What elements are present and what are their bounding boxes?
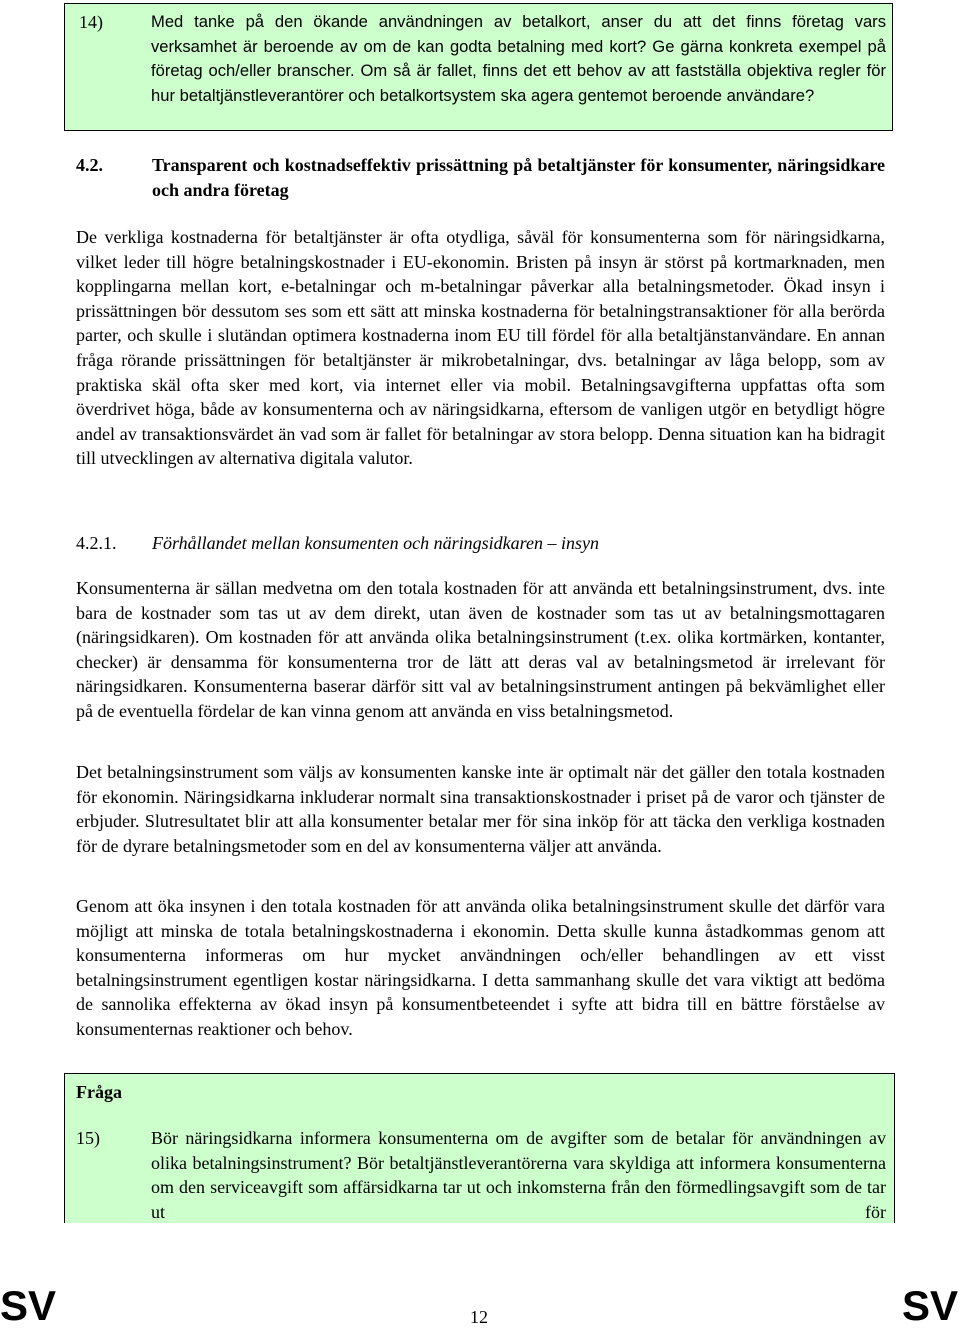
paragraph-4: Genom att öka insynen i den totala kostnaden för att använda olika betalningsinstrument skulle det därför vara möjligt att minska de totala betalningskostnaderna i ekonomin. Detta skulle kunna åstadkommas genom att konsumenterna informeras om hur mycket användningen och/eller behandlingen av ett visst betalningsinstrument egentligen kostar näringsidkarna. I detta sammanhang skulle det vara viktigt att bedöma de sannolika effekterna av ökad insyn på konsumentbeteendet i syfte att bidra till en bättre förståelse av konsumenternas reaktioner och behov.: [76, 896, 885, 1039]
subsection-title: Förhållandet mellan konsumenten och näringsidkaren – insyn: [152, 533, 599, 553]
paragraph-3: Det betalningsinstrument som väljs av konsumenten kanske inte är optimalt när det gäller den totala kostnaden för ekonomin. Näringsidkarna inkluderar normalt sina transaktionskostnader i priset på de varor och tjänster de erbjuder. Slutresultatet blir att alla konsumenter betalar mer för sina inköp för att täcka den verkliga kostnaden för de dyrare betalningsmetoder som en del av konsumenterna väljer att använda.: [76, 762, 885, 856]
question-15-box: [64, 1073, 895, 1223]
section-number: 4.2.: [76, 155, 103, 175]
question-14-text: Med tanke på den ökande användningen av betalkort, anser du att det finns företag vars verksamhet är beroende av om de kan godta betalning med kort? Ge gärna konkreta exempel på företag och/eller branscher. Om så är fallet, finns det ett behov av att fastställa objektiva regler för hur betaltjänstleverantörer och betalkortsystem ska agera gentemot beroende användare?: [151, 12, 886, 105]
paragraph-2: Konsumenterna är sällan medvetna om den totala kostnaden för att använda ett betalningsinstrument, dvs. inte bara de kostnader som tas ut av dem direkt, utan även de kostnader som tas ut av betalningsmottagaren (näringsidkaren). Om kostnaden för att använda olika betalningsinstrument (t.ex. olika kortmärken, kontanter, checker) är densamma för konsumenterna tror de lätt att deras val av betalningsmetod är irrelevant för näringsidkaren. Konsumenterna baserar därför sitt val av betalningsinstrument antingen på bekvämlighet eller på de eventuella fördelar de kan vinna genom att använda en viss betalningsmetod.: [76, 578, 885, 721]
subsection-number: 4.2.1.: [76, 533, 117, 553]
language-mark-right: SV: [901, 1282, 958, 1329]
fraga-label: Fråga: [76, 1082, 122, 1102]
paragraph-1: De verkliga kostnaderna för betaltjänster är ofta otydliga, såväl för konsumenterna som för näringsidkarna, vilket leder till högre betalningskostnader i EU-ekonomin. Bristen på insyn är störst på kortmarknaden, men kopplingarna mellan kort, e-betalningar och m-betalningar påverkar alla betalningsmetoder. Ökad insyn i prissättningen bör dessutom ses som ett sätt att minska kostnaderna för betalningstransaktioner för alla berörda parter, och skulle i slutändan optimera kostnaderna inom EU till fördel för alla betaltjänstanvändare. En annan fråga rörande prissättningen för betaltjänster är mikrobetalningar, dvs. betalningar av låga belopp, som av praktiska skäl ofta sker med kort, via internet eller via mobil. Betalningsavgifterna uppfattas ofta som överdrivet höga, både av konsumenterna och av näringsidkarna, eftersom de vanligen utgör en betydligt högre andel av transaktionsvärdet än vad som är fallet för betalningar av stora belopp. Denna situation kan ha bidragit till utvecklingen av alternativa digitala valutor.: [76, 227, 885, 469]
page-number: 12: [470, 1307, 488, 1327]
question-14-box: [64, 3, 893, 131]
question-14-number: 14): [79, 12, 103, 32]
section-title: Transparent och kostnadseffektiv prissättning på betaltjänster för konsumenter, näringsidkare och andra företag: [152, 155, 885, 200]
question-15-number: 15): [76, 1128, 100, 1148]
language-mark-left: SV: [0, 1282, 57, 1329]
question-15-text: Bör näringsidkarna informera konsumenterna om de avgifter som de betalar för användningen av olika betalningsinstrument? Bör betaltjänstleverantörerna vara skyldiga att informera konsumenterna om den serviceavgift som affärsidkarna tar ut och inkomsterna från den förmedlingsavgift som de tar ut för: [151, 1128, 886, 1222]
